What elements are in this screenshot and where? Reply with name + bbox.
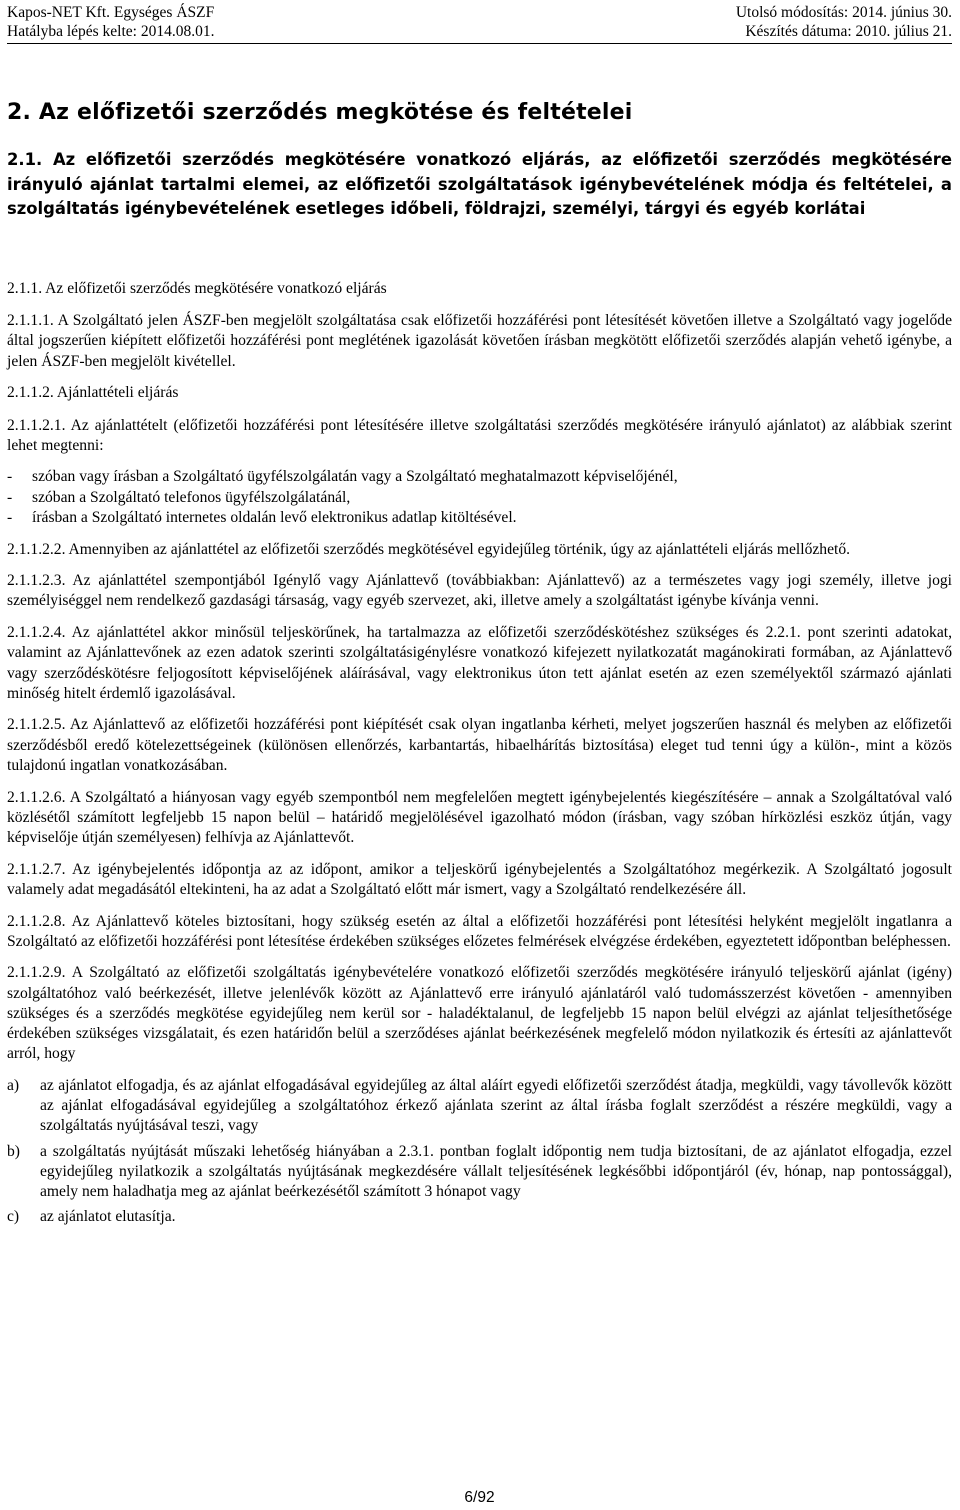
effective-date: Hatályba lépés kelte: 2014.08.01. — [7, 23, 215, 40]
subsection-title: 2.1.1. Az előfizetői szerződés megkötésére vonatkozó eljárás — [7, 280, 387, 297]
ajanlatteteli-eljaras-title: 2.1.1.2. Ajánlattételi eljárás — [7, 384, 179, 402]
list-item-text: az ajánlatot elutasítja. — [40, 1208, 176, 1226]
section-title: 2.1. Az előfizetői szerződés megkötésére vonatkozó eljárás, az előfizetői szerződés megkötésére irányuló ajánlat tartalmi elemei, az előfizetői szolgáltatások igénybevételének módja és feltételei, a szolgáltatás igénybevételének esetleges időbeli, földrajzi, személyi, tárgyi és egyéb korlátai — [7, 150, 952, 218]
paragraph-2-1-1-2-7: 2.1.1.2.7. Az igénybejelentés időpontja az az időpont, amikor a teljeskörű igénybejelentés a Szolgáltatóhoz megérkezik. A Szolgáltató jogosult valamely adat megadásától eltekinteni, ha az adat a Szolgáltató előtt már ismert, vagy a Szolgáltató rendelkezésére áll. — [7, 860, 952, 898]
list-marker: a) — [7, 1077, 20, 1094]
header-right — [736, 3, 952, 41]
page-header — [7, 3, 952, 44]
list-item — [7, 1142, 952, 1203]
list-item — [7, 1076, 952, 1137]
paragraph-2-1-1-2-9: 2.1.1.2.9. A Szolgáltató az előfizetői szolgáltatás igénybevételére vonatkozó előfizetői szerződés megkötésére irányuló teljeskörű ajánlat (igény) szolgáltatóhoz való beérkezését, illetve jelenlévők között az Ajánlattevő erre irányuló ajánlatáról való tudomásszerzést követően - amennyiben szükséges és a szerződés megkötése egyidejűleg nem kerül sor - haladéktalanul, de legfeljebb 15 napon belül elvégzi az ajánlat teljesíthetősége érdekében szükséges vizsgálatait, és ezen határidőn belül a szerződéses ajánlat beérkezésének megfelelő módon nyilatkozik és értesíti az ajánlattevőt arról, hogy — [7, 964, 952, 1063]
page-number: 6/92 — [464, 1489, 495, 1506]
list-marker: b) — [7, 1142, 20, 1160]
created-date: Készítés dátuma: 2010. július 21. — [745, 23, 952, 40]
header-left — [7, 3, 214, 41]
list-item: - szóban a Szolgáltató telefonos ügyfélszolgálatánál, — [7, 488, 952, 508]
dash-list — [7, 467, 952, 528]
list-item-text: az ajánlatot elfogadja, és az ajánlat elfogadásával egyidejűleg az által aláírt egyedi előfizetői szerződést átadja, megküldi, vagy távollevők között az ajánlat elfogadásával egyidejűleg a szolgáltatóhoz érkező ajánlata szerint az által írásba foglalt szerződést a részére megküldi, vagy a szolgáltatás nyújtásával teszi, vagy — [40, 1077, 952, 1135]
alpha-list — [7, 1076, 952, 1227]
list-marker: c) — [7, 1208, 20, 1226]
company-title: Kapos-NET Kft. Egységes ÁSZF — [7, 4, 215, 21]
list-item-text: a szolgáltatás nyújtását műszaki lehetőség hiányában a 2.3.1. pontban foglalt időpontig nem tudja biztosítani, de az ajánlatot elfogadja, ezzel egyidejűleg nyilatkozik a szolgáltatás nyújtásának megkezdésére vállalt teljesítésének legkésőbbi időpontjáról (év, hónap, nap pontossággal), amely nem haladhatja meg az ajánlat beérkezésétől számított 3 hónapot vagy — [40, 1142, 952, 1201]
paragraph-2-1-1-2-4: 2.1.1.2.4. Az ajánlattétel akkor minősül teljeskörűnek, ha tartalmazza az előfizetői szerződéskötéshez szükséges és 2.2.1. pont szerinti adatokat, valamint az Ajánlattevőnek az ezen adatok szerinti szolgáltatásigénylésre vonatkozó kifejezett nyilatkozatát magánokirati formában, az Ajánlattevő vagy szerződéskötésre feljogosított képviselőjének aláírásával, vagy elektronikus úton tett ajánlat esetén az ezen személyektől származó ajánlati minőség hitelt érdemlő igazolásával. — [7, 624, 952, 702]
list-item: - szóban vagy írásban a Szolgáltató ügyfélszolgálatán vagy a Szolgáltató meghatalmazott képviselőjénél, — [7, 467, 952, 487]
paragraph-2-1-1-2-5: 2.1.1.2.5. Az Ajánlattevő az előfizetői hozzáférési pont kiépítését csak olyan ingatlanba kérheti, melyet jogszerűen használ és melyben az előfizetői szerződésből eredő kötelezettségeinek (különösen ellenőrzés, karbantartás, hibaelhárítás biztosítása) eleget tud tenni úgy a külön-, mint a közös tulajdonú ingatlan vonatkozásában. — [7, 716, 952, 774]
document-body — [7, 279, 952, 1232]
paragraph-2-1-1-2-1: 2.1.1.2.1. Az ajánlattételt (előfizetői hozzáférési pont létesítésére illetve szolgáltatási szerződés megkötésére irányuló ajánlatot) az alábbiak szerint lehet megtenni: — [7, 416, 952, 454]
last-modified: Utolsó módosítás: 2014. június 30. — [735, 4, 952, 21]
paragraph-2-1-1-1: 2.1.1.1. A Szolgáltató jelen ÁSZF-ben megjelölt szolgáltatása csak előfizetői hozzáférési pont létesítését követően illetve a Szolgáltató vagy jogelőde által jogszerűen kiépített előfizetői hozzáférési pont meglétének igazolását követően írásban megkötött előfizetői szerződés alapján vehető igénybe, a jelen ÁSZF-ben megjelölt kivétellel. — [7, 312, 952, 370]
paragraph-2-1-1-2-6: 2.1.1.2.6. A Szolgáltató a hiányosan vagy egyéb szempontból nem megfelelően megtett igénybejelentés kiegészítésére – annak a Szolgáltatóval való közlésétől számított legfeljebb 15 napon belül – határidő megjelölésével igazolható módon (írásban, vagy szóban hírközlési eszköz útján, vagy képviselője útján személyesen) felhívja az Ajánlattevőt. — [7, 788, 952, 846]
list-item: - írásban a Szolgáltató internetes oldalán levő elektronikus adatlap kitöltésével. — [7, 508, 952, 528]
paragraph-2-1-1-2-3: 2.1.1.2.3. Az ajánlattétel szempontjából Igénylő vagy Ajánlattevő (továbbiakban: Ajánlattevő) az a természetes vagy jogi személy, illetve jogi személyiséggel nem rendelkező gazdasági társaság, vagy egyéb szervezet, aki, illetve amely a szolgáltatást igénybe kívánja venni. — [7, 572, 952, 610]
list-item — [7, 1207, 952, 1227]
chapter-title: 2. Az előfizetői szerződés megkötése és feltételei — [7, 100, 633, 125]
paragraph-2-1-1-2-2: 2.1.1.2.2. Amennyiben az ajánlattétel az előfizetői szerződés megkötésével egyidejűleg történik, úgy az ajánlattételi eljárás mellőzhető. — [7, 540, 851, 558]
paragraph-2-1-1-2-8: 2.1.1.2.8. Az Ajánlattevő köteles biztosítani, hogy szükség esetén az által a előfizetői hozzáférési pont létesítési helyként megjelölt ingatlanra a Szolgáltató az előfizetői hozzáférési pont létesítése érdekében szükséges előzetes felmérések elvégzése érdekében, egyeztetett időpontban beléphessen. — [7, 912, 952, 950]
